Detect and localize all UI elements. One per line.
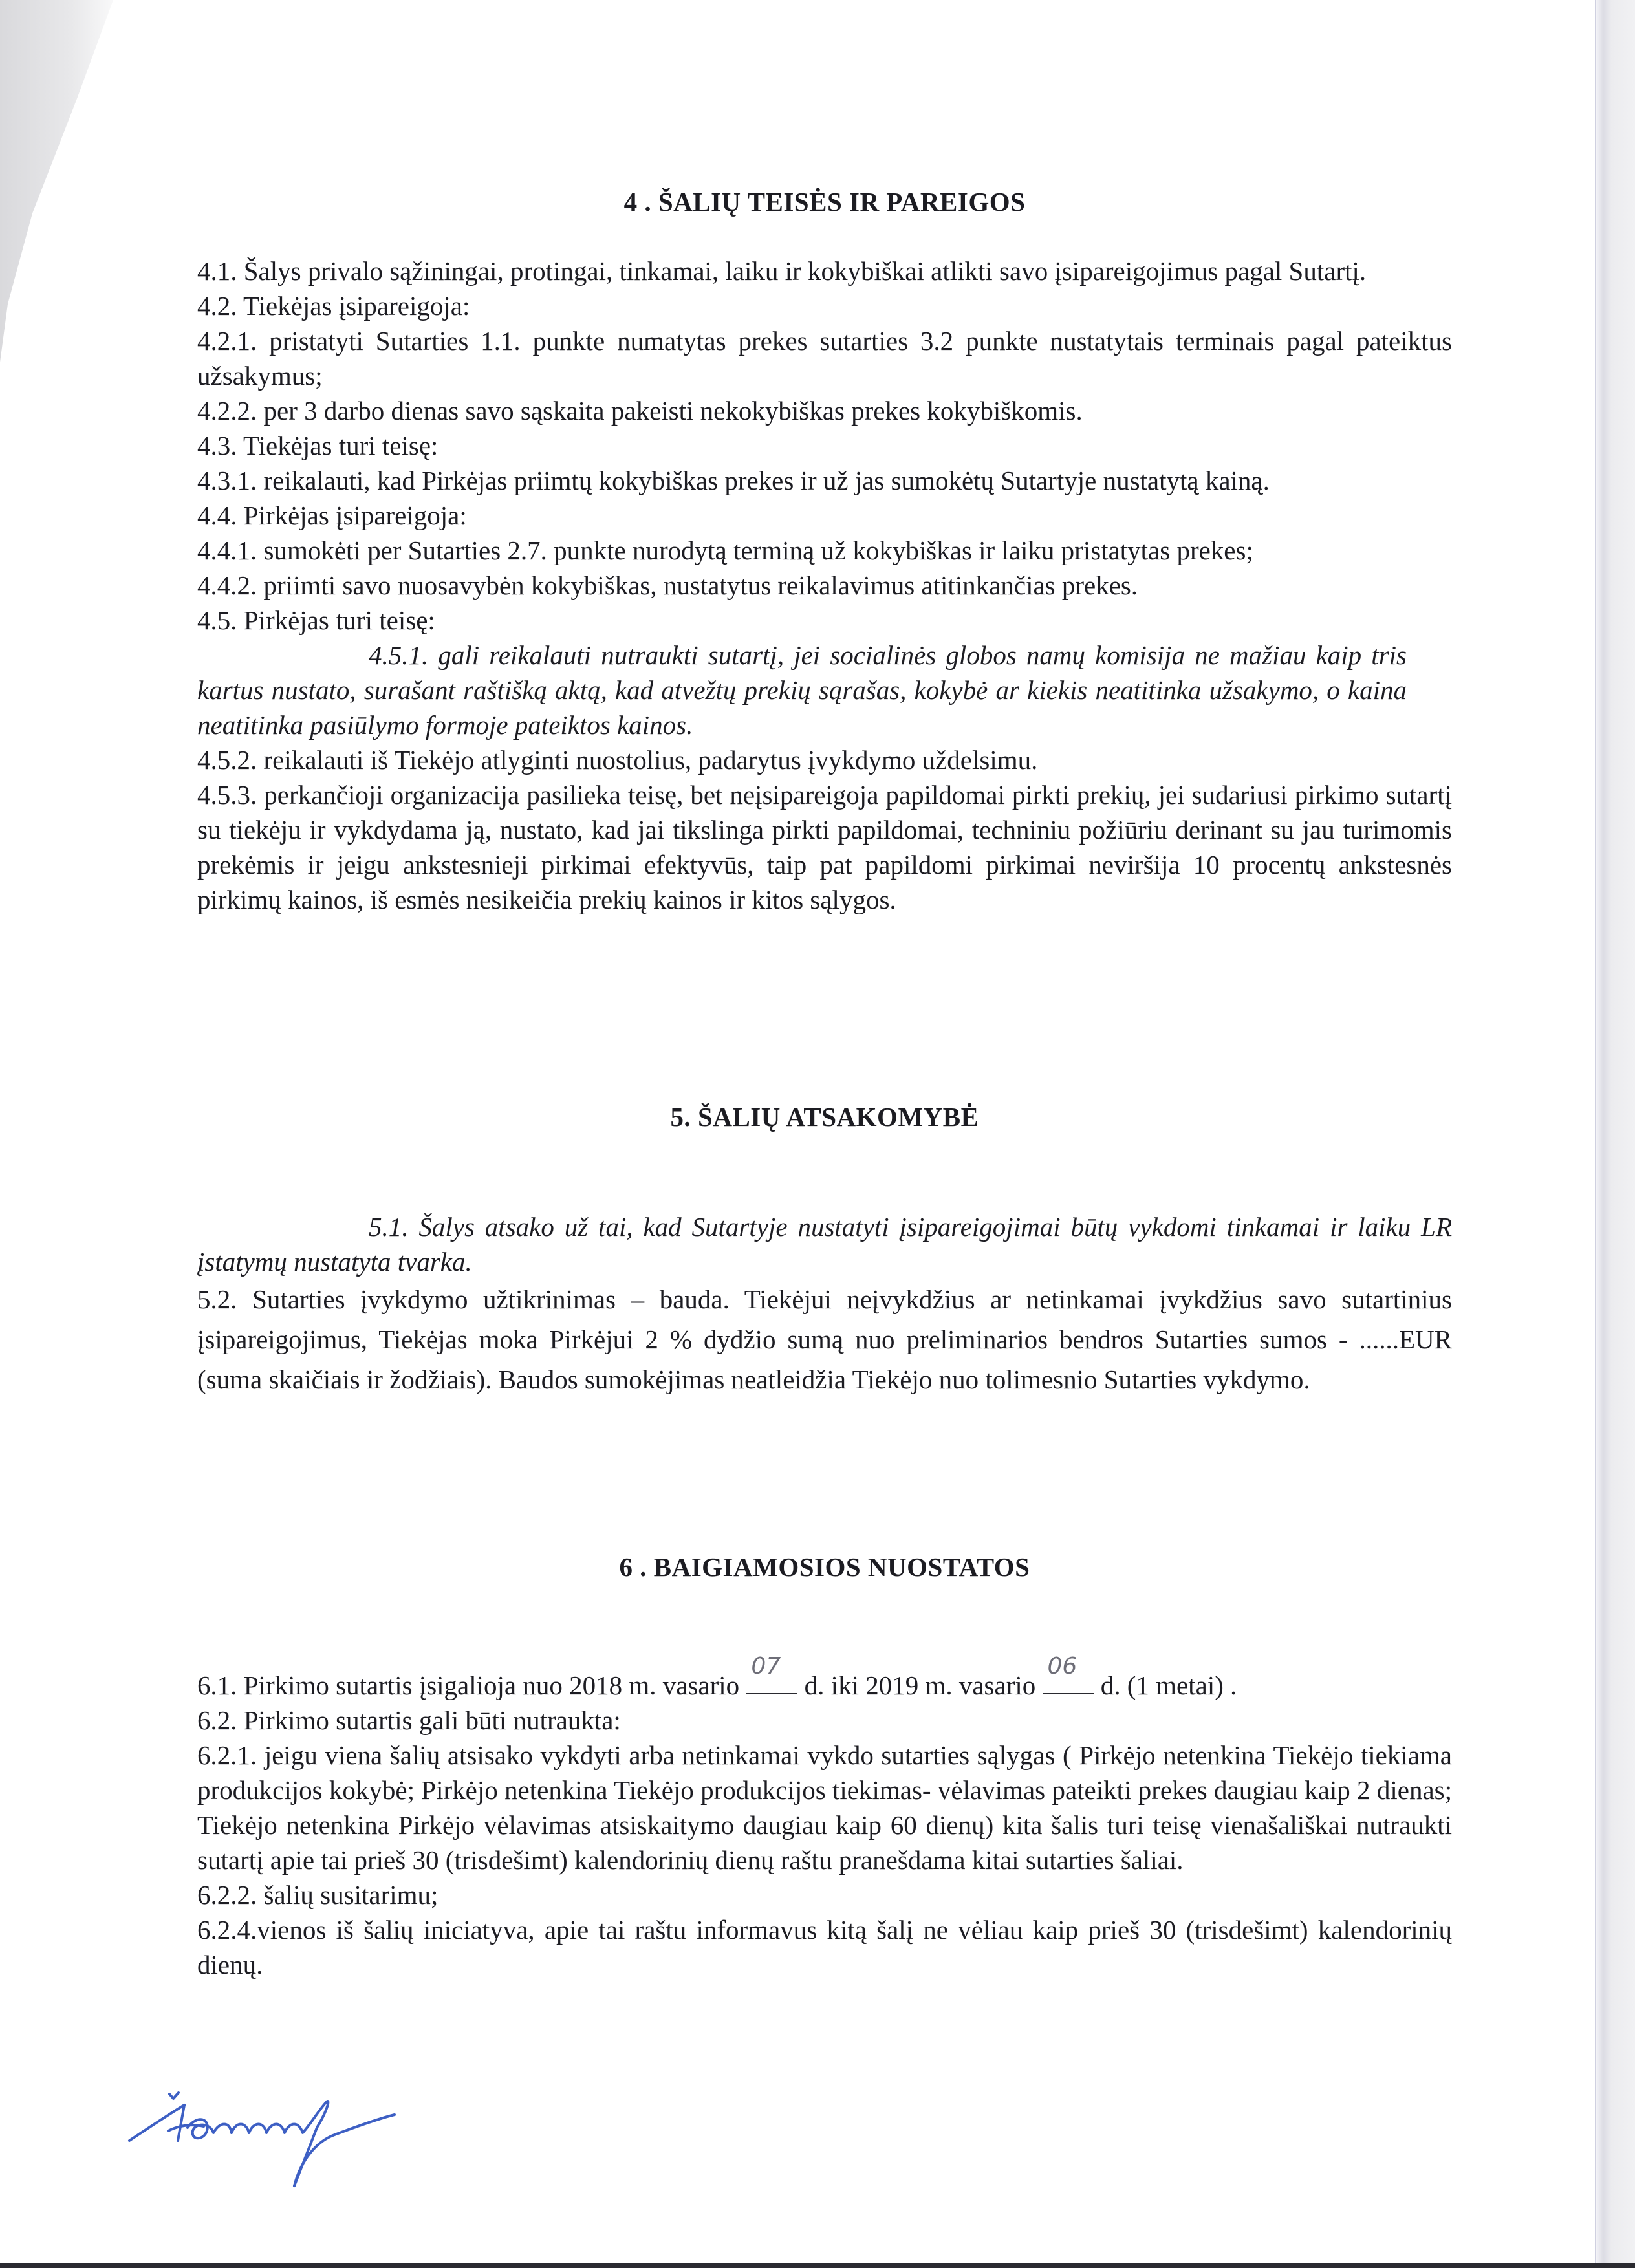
clause-4-4: 4.4. Pirkėjas įsipareigoja: <box>197 501 467 530</box>
clause-5-2: 5.2. Sutarties įvykdymo užtikrinimas – bauda. Tiekėjui neįvykdžius ar netinkamai įvykdžius savo sutartinius įsipareigojimus, Tiekėjas moka Pirkėjui 2 % dydžio sumą nuo preliminarios bendros Sutarties sumos - ......EUR (suma skaičiais ir žodžiais). Baudos sumokėjimas neatleidžia Tiekėjo nuo tolimesnio Sutarties vykdymo. <box>197 1284 1452 1394</box>
clause-4-5: 4.5. Pirkėjas turi teisę: <box>197 605 435 635</box>
clause-6-1 <box>197 1653 1452 1703</box>
clause-4-5-1: 4.5.1. gali reikalauti nutraukti sutartį, jei socialinės globos namų komisija ne mažiau kaip tris kartus nustato, surašant raštišką aktą, kad atvežtų prekių sąrašas, kokybė ar kiekis neatitinka užsakymo, o kaina neatitinka pasiūlymo formoje pateiktos kainos. <box>197 640 1407 740</box>
signature-icon <box>123 2089 459 2231</box>
clause-4-5-3: 4.5.3. perkančioji organizacija pasilieka teisę, bet neįsipareigoja papildomai pirkti prekių, jei sudariusi pirkimo sutartį su tiekėju ir vykdydama ją, nustato, kad jai tikslinga pirkti papildomai, techniniu požiūriu derinant su jau turimomis prekėmis ir jeigu ankstesnieji pirkimai efektyvūs, taip pat papildomi pirkimai neviršija 10 procentų ankstesnės pirkimų kainos, iš esmės nesikeičia prekių kainos ir kitos sąlygos. <box>197 780 1452 914</box>
validity-suffix: d. (1 metai) . <box>1100 1670 1237 1700</box>
section-5-body <box>197 1209 1452 1399</box>
scan-edge-right <box>1595 0 1635 2263</box>
clause-6-2: 6.2. Pirkimo sutartis gali būti nutraukta: <box>197 1705 621 1735</box>
clause-4-2-2: 4.2.2. per 3 darbo dienas savo sąskaita pakeisti nekokybiškas prekes kokybiškomis. <box>197 396 1083 426</box>
section-6-heading: 6 . BAIGIAMOSIOS NUOSTATOS <box>619 1552 1030 1582</box>
clause-4-3-1: 4.3.1. reikalauti, kad Pirkėjas priimtų kokybiškas prekes ir už jas sumokėtų Sutartyje nustatytą kainą. <box>197 466 1270 495</box>
clause-4-1: 4.1. Šalys privalo sąžiningai, protingai, tinkamai, laiku ir kokybiškai atlikti savo įsipareigojimus pagal Sutartį. <box>197 256 1367 286</box>
clause-4-4-2: 4.4.2. priimti savo nuosavybėn kokybiškas, nustatytus reikalavimus atitinkančias prekes. <box>197 570 1138 600</box>
clause-6-2-4: 6.2.4.vienos iš šalių iniciatyva, apie tai raštu informavus kitą šalį ne vėliau kaip prieš 30 (trisdešimt) kalendorinių dienų. <box>197 1915 1452 1980</box>
signature-caron <box>169 2093 179 2099</box>
clause-5-1: 5.1. Šalys atsako už tai, kad Sutartyje nustatyti įsipareigojimai būtų vykdomi tinkamai ir laiku LR įstatymų nustatyta tvarka. <box>197 1212 1452 1277</box>
clause-6-2-2: 6.2.2. šalių susitarimu; <box>197 1880 439 1910</box>
clause-4-2: 4.2. Tiekėjas įsipareigoja: <box>197 291 470 321</box>
start-day-handwritten: 07 <box>751 1653 781 1679</box>
end-day-handwritten: 06 <box>1047 1653 1077 1679</box>
section-5-heading: 5. ŠALIŲ ATSAKOMYBĖ <box>670 1102 979 1132</box>
scan-edge-bottom <box>0 2263 1635 2268</box>
start-day-field[interactable] <box>746 1653 797 1694</box>
validity-prefix: 6.1. Pirkimo sutartis įsigalioja nuo 2018 m. vasario <box>197 1670 740 1700</box>
section-6-body <box>197 1653 1452 1982</box>
clause-6-2-1: 6.2.1. jeigu viena šalių atsisako vykdyti arba netinkamai vykdo sutarties sąlygas ( Pirkėjo netenkina Tiekėjo tiekiama produkcijos kokybė; Pirkėjo netenkina Tiekėjo produkcijos tiekimas- vėlavimas pateikti prekes daugiau kaip 2 dienas; Tiekėjo netenkina Pirkėjo vėlavimas atsiskaitymo daugiau kaip 60 dienų) kita šalis turi teisę vienašališkai nutraukti sutartį apie tai prieš 30 (trisdešimt) kalendorinių dienų raštu pranešdama kitai sutarties šaliai. <box>197 1740 1452 1875</box>
validity-middle: d. iki 2019 m. vasario <box>804 1670 1036 1700</box>
scan-shadow-left <box>0 0 129 362</box>
clause-4-2-1: 4.2.1. pristatyti Sutarties 1.1. punkte numatytas prekes sutarties 3.2 punkte nustatytais terminais pagal pateiktus užsakymus; <box>197 326 1452 391</box>
clause-4-5-2: 4.5.2. reikalauti iš Tiekėjo atlyginti nuostolius, padarytus įvykdymo uždelsimu. <box>197 745 1038 775</box>
end-day-field[interactable] <box>1043 1653 1094 1694</box>
signature-stroke-loops <box>188 2101 328 2186</box>
section-4-body <box>197 254 1452 917</box>
clause-4-4-1: 4.4.1. sumokėti per Sutarties 2.7. punkte nurodytą terminą už kokybiškas ir laiku pristatytas prekes; <box>197 535 1253 565</box>
clause-4-3: 4.3. Tiekėjas turi teisę: <box>197 431 439 460</box>
section-4-heading: 4 . ŠALIŲ TEISĖS IR PAREIGOS <box>623 187 1026 217</box>
signature-stroke-lead <box>129 2105 184 2141</box>
